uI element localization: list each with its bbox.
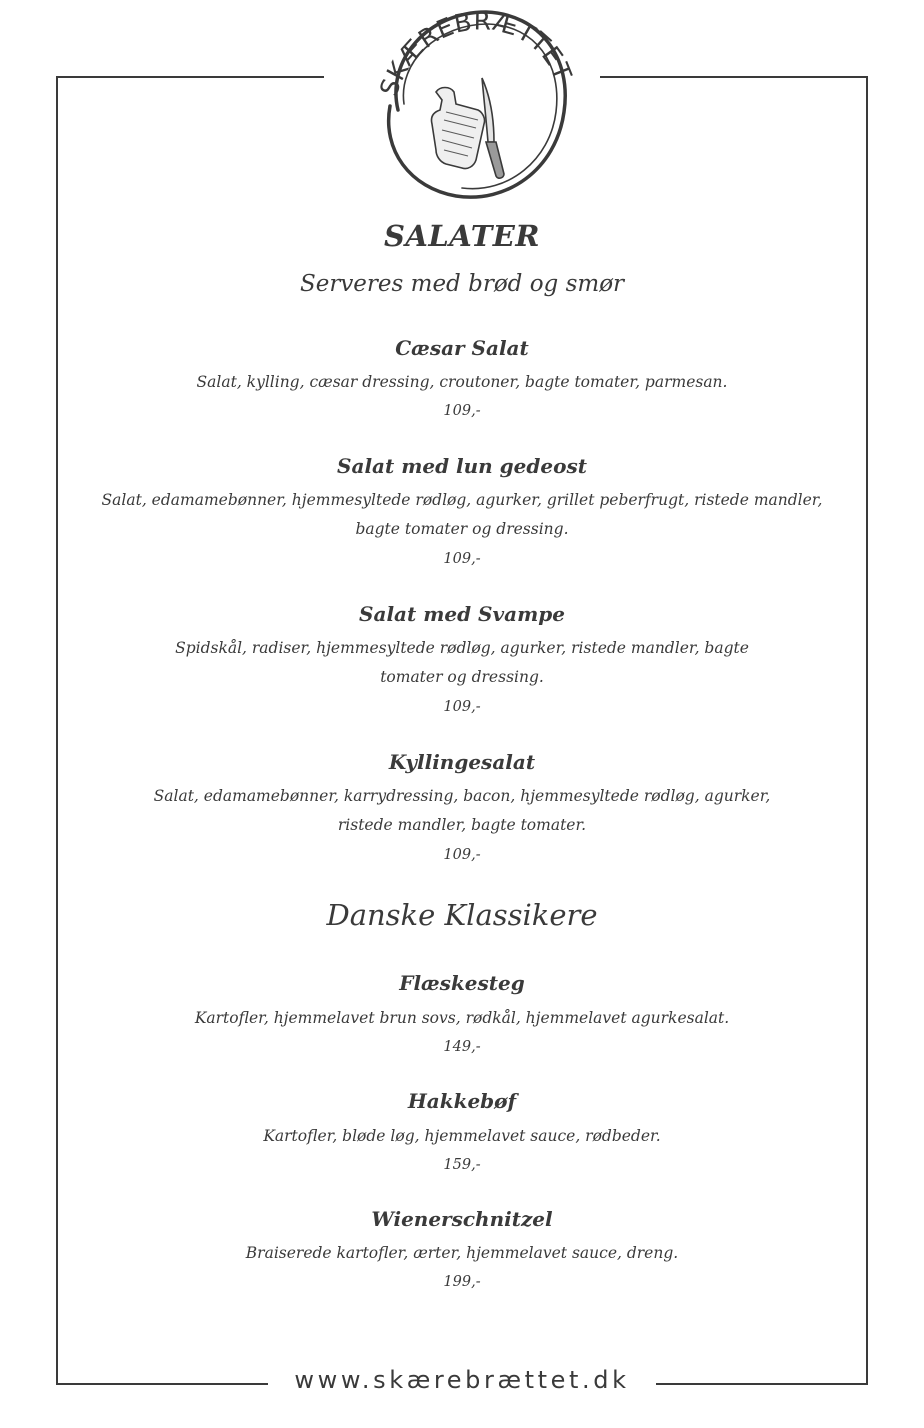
frame-top-right [600, 76, 868, 78]
menu-item-name: Wienerschnitzel [371, 1207, 553, 1231]
frame-top-left [56, 76, 324, 78]
menu-item-price: 149,- [443, 1039, 481, 1055]
frame-right [866, 76, 868, 1385]
menu-item-name: Cæsar Salat [395, 336, 529, 360]
menu-item-desc: Kartofler, bløde løg, hjemmelavet sauce, rødbeder. [263, 1127, 661, 1145]
menu-item-desc: Salat, edamamebønner, karrydressing, bacon, hjemmesyltede rødløg, agurker, ristede mandler, bagte tomater. [153, 787, 771, 834]
menu-item-desc: Braiserede kartofler, ærter, hjemmelavet sauce, dreng. [245, 1244, 679, 1262]
section-subtitle: Serveres med brød og smør [299, 271, 625, 297]
menu-item-desc: Kartofler, hjemmelavet brun sovs, rødkål, hjemmelavet agurkesalat. [194, 1009, 730, 1027]
menu-item-name: Kyllingesalat [388, 750, 536, 774]
logo [358, 0, 578, 216]
menu-item-desc: Salat, edamamebønner, hjemmesyltede rødløg, agurker, grillet peberfrugt, ristede mandler, bagte tomater og dressing. [101, 491, 823, 538]
menu-item-desc: Spidskål, radiser, hjemmesyltede rødløg, agurker, ristede mandler, bagte tomater og dressing. [175, 639, 749, 686]
menu-item-name: Flæskesteg [399, 971, 525, 995]
menu-item-price: 109,- [443, 699, 481, 715]
menu-item-price: 109,- [443, 847, 481, 863]
menu-item-price: 199,- [443, 1274, 481, 1290]
menu-item-desc: Salat, kylling, cæsar dressing, croutoner, bagte tomater, parmesan. [196, 373, 728, 391]
menu-item-name: Salat med lun gedeost [337, 454, 587, 478]
menu-item-price: 109,- [443, 551, 481, 567]
cutting-board-knife-icon [358, 0, 578, 216]
frame-left [56, 76, 58, 1385]
menu-item-name: Salat med Svampe [359, 602, 565, 626]
website-link[interactable]: www.skærebrættet.dk [294, 1366, 630, 1394]
menu-item-price: 159,- [443, 1157, 481, 1173]
menu-item-name: Hakkebøf [407, 1089, 517, 1113]
section-title: Danske Klassikere [326, 898, 598, 932]
svg-text:SKÆREBRÆTTET: SKÆREBRÆTTET [374, 6, 578, 100]
menu-item-price: 109,- [443, 403, 481, 419]
section-title: SALATER [383, 219, 541, 253]
